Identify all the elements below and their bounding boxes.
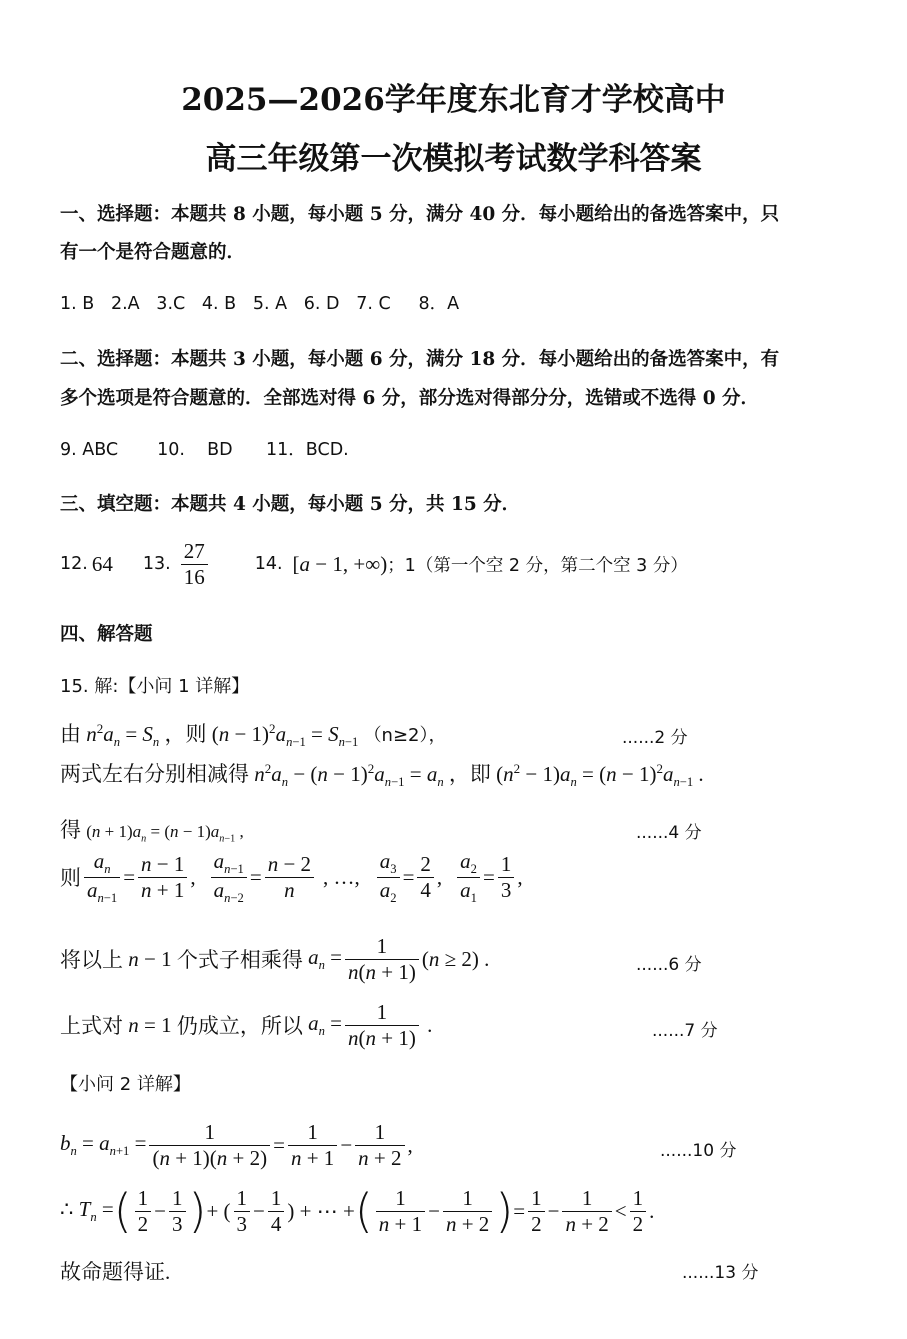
score-2: ......2 分 [622,728,688,748]
solution-line-1: 由 $n^2a_n = S_n$ ，则 $(n - 1)^2a_{n-1} = S_{n-1}$ （n≥2）， [60,721,447,750]
q14-note: ；1（第一个空 2 分，第二个空 3 分） [387,555,688,576]
solution-line-5: 将以上 n − 1 个式子相乘得 $a_n$ = $\frac{1}{n(n + 1)}$ (n ≥ 2) . [60,934,490,984]
text-shangshi: 上式对 [60,1014,123,1038]
section-4-heading: 四、解答题 [60,624,153,645]
text-de: 得 [60,818,81,842]
text-gezi: 个式子相乘得 [176,948,303,972]
solution-line-3: 得 $(n + 1)a_n = (n - 1)a_{n-1}$ , [60,818,244,845]
q13-fraction [181,539,208,588]
text-ji: ，即 [448,762,491,786]
score-7: ......7 分 [652,1021,718,1041]
q15-heading: 15. 解:【小问 1 详解】 [60,676,250,697]
solution-line-8: ∴ $T_n$ = ( $\frac{1}{2}$ − $\frac{1}{3}$ ) + ( $\frac{1}{3}$ − $\frac{1}{4}$ ) + ⋯ + ( $\frac{1}{n + 1}$ − $\frac{1}{n + 2}$ ) = $\frac{1}{2}$ − $\frac{1}{n + 2}$ < $\frac{1}{2}$ . [60,1184,655,1238]
q14-interval: [a − 1, +∞) [292,551,388,576]
solution-line-6: 上式对 n = 1 仍成立，所以 $a_n$ = $\frac{1}{n(n + 1)}$ . [60,1000,433,1050]
score-10: ......10 分 [660,1141,737,1161]
text-ze2: 则 [60,866,81,890]
q12-label: 12. [60,554,88,574]
section-2-heading: 二、选择题：本题共 3 小题，每小题 6 分，满分 18 分．每小题给出的备选答案中，有 [60,349,780,370]
q15-sub2-heading: 【小问 2 详解】 [60,1074,191,1095]
q13-label: 13. [142,554,171,574]
text-reng: 仍成立，所以 [176,1014,303,1038]
title-line-1: 2025—2026学年度东北育才学校高中 [181,82,726,118]
section-2-heading-cont: 多个选项是符合题意的．全部选对得 6 分，部分选对得部分分，选错或不选得 0 分． [60,388,760,409]
text-you: 由 [60,722,81,746]
q14-label: 14. [254,554,283,574]
score-13: ......13 分 [682,1263,759,1283]
answers-choice-2: 9. ABC 10. BD 11．BCD. [60,440,349,460]
text-jiang: 将以上 [60,948,123,972]
solution-line-4: 则 $\frac{a_n}{a_{n-1}}$ = $\frac{n - 1}{n + 1}$ , $\frac{a_{n-1}}{a_{n-2}}$ = $\frac{n - 2}{n}$ , …, $\frac{a_3}{a_2}$ = $\frac{2}{4}$ , $\frac{a_2}{a_1}$ = $\frac{1}{3}$ , [60,848,523,905]
score-4: ......4 分 [636,823,702,843]
section-3-heading: 三、填空题：本题共 4 小题，每小题 5 分，共 15 分． [60,494,521,515]
fill-answers [60,534,688,594]
q13-numerator: 27 [181,539,208,564]
solution-line-7: $b_n = a_{n+1}$ = $\frac{1}{(n + 1)(n + 2)}$ = $\frac{1}{n + 1}$ − $\frac{1}{n + 2}$ , [60,1120,413,1170]
q12-value: 64 [91,551,113,576]
q13-denominator: 16 [183,564,205,589]
section-1-heading-cont: 有一个是符合题意的． [60,242,246,263]
section-1-heading: 一、选择题：本题共 8 小题，每小题 5 分，满分 40 分．每小题给出的备选答案中，只 [60,204,780,225]
conclusion: 故命题得证. [60,1260,171,1284]
text-liangshi: 两式左右分别相减得 [60,762,249,786]
solution-line-2: 两式左右分别相减得 $n^2a_n - (n - 1)^2a_{n-1} = a_n$ ，即 $(n^2 - 1)a_n = (n - 1)^2a_{n-1}$ . [60,761,704,790]
text-ze: ，则 [164,722,207,746]
answers-choice-1: 1. B 2.A 3.C 4. B 5. A 6. D 7. C 8．A [60,294,460,314]
score-6: ......6 分 [636,955,702,975]
title-line-2: 高三年级第一次模拟考试数学科答案 [205,141,702,177]
text-n-ge-2: （n≥2）， [363,725,447,746]
